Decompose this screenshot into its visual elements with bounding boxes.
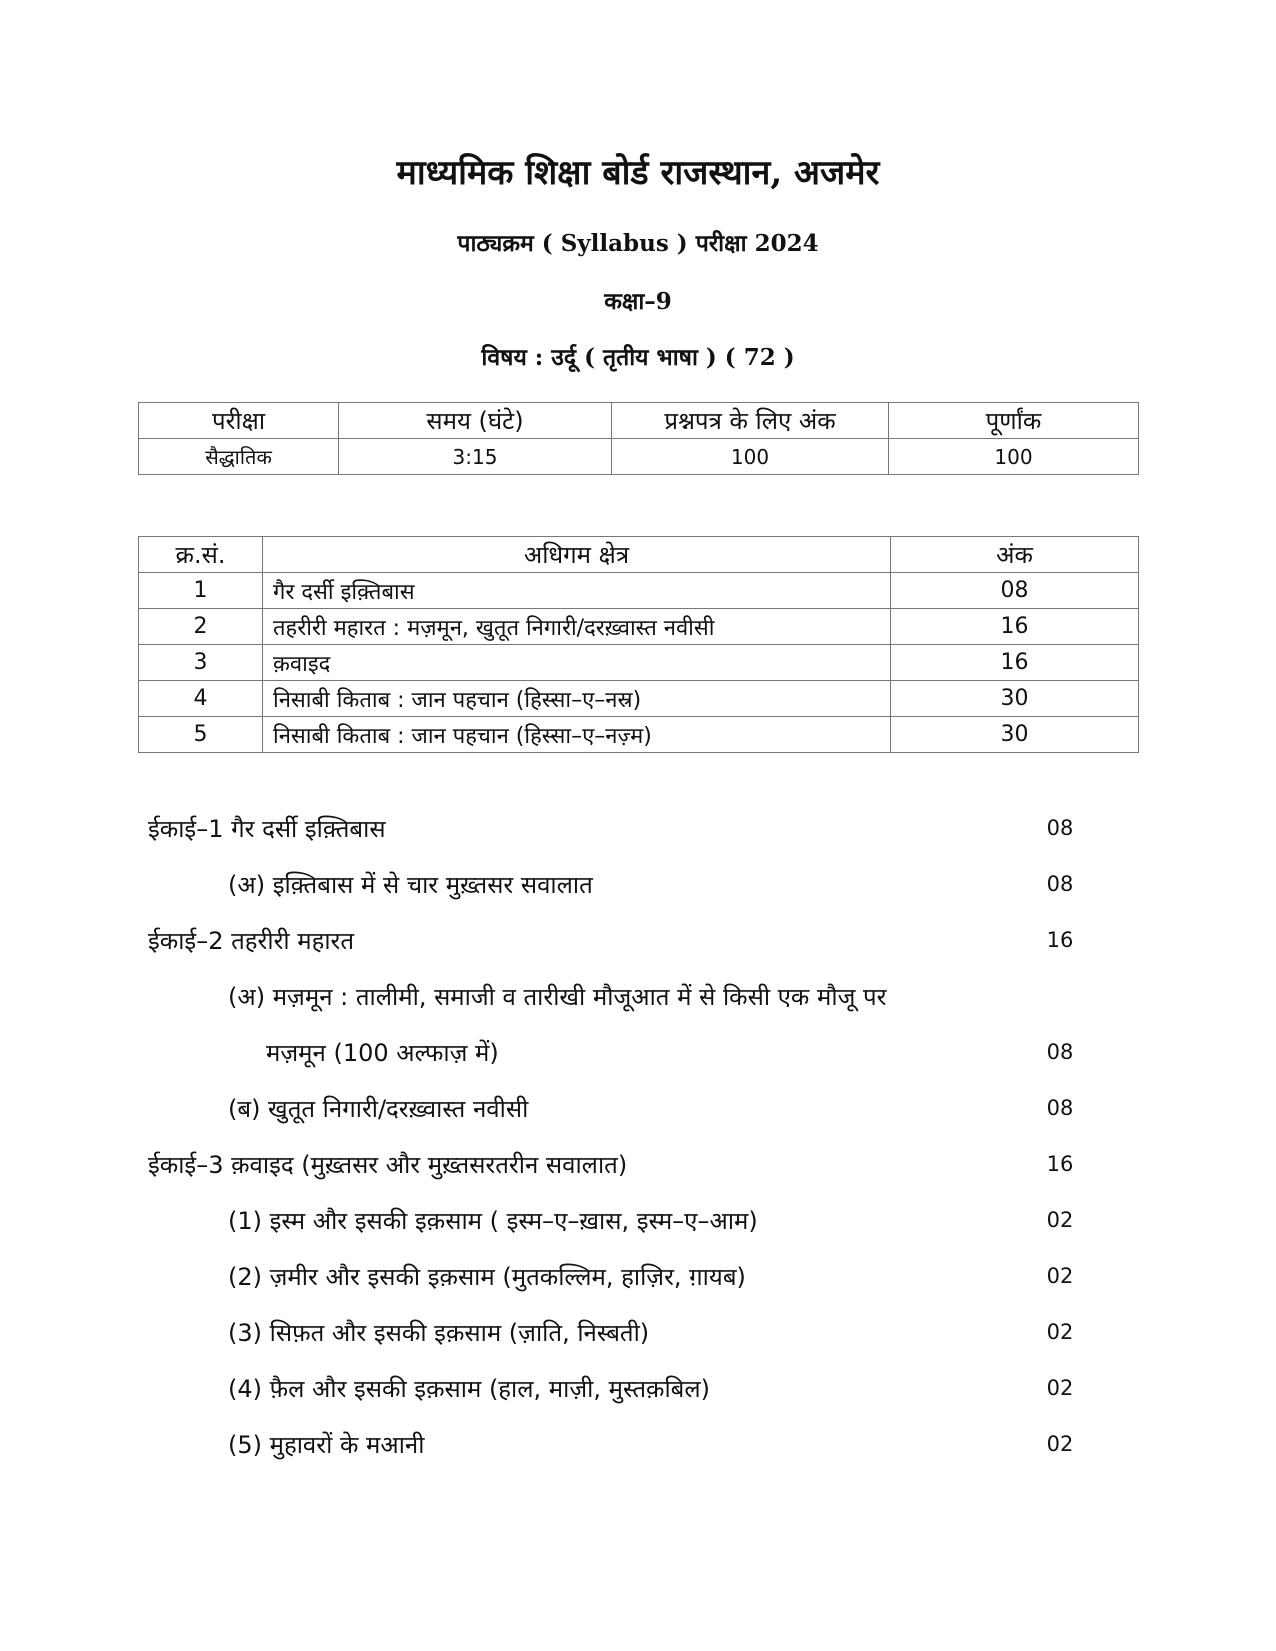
cell-area: क़वाइद [263,645,891,681]
header-area: अधिगम क्षेत्र [263,537,891,573]
unit-3-item-2: (2) ज़मीर और इसकी इक़साम (मुतकल्लिम, हाज़िर, ग़ायब) [228,1263,746,1291]
unit-3-item-5-marks: 02 [1046,1432,1074,1456]
table-row [139,717,1139,753]
unit-2-marks: 16 [1046,928,1074,952]
cell-marks: 30 [891,681,1139,717]
cell-time: 3:15 [339,439,612,475]
unit-1-item-a: (अ) इक़्तिबास में से चार मुख़्तसर सवालात [228,871,593,899]
cell-paper-marks: 100 [612,439,889,475]
unit-3-item-1-marks: 02 [1046,1208,1074,1232]
learning-area-table [138,536,1139,753]
unit-3-item-3: (3) सिफ़त और इसकी इक़साम (ज़ाति, निस्बती) [228,1319,650,1347]
unit-2-item-a-marks: 08 [1046,1040,1074,1064]
cell-total-marks: 100 [889,439,1139,475]
table-header-row [139,403,1139,439]
header-marks: अंक [891,537,1139,573]
unit-3-item-4-marks: 02 [1046,1376,1074,1400]
table-row [139,573,1139,609]
unit-2-item-a-continued: मज़मून (100 अल्फाज़ में) [266,1039,499,1067]
unit-3-title: ईकाई–3 क़वाइद (मुख़्तसर और मुख़्तसरतरीन सवालात) [148,1151,628,1179]
class-title: कक्षा–9 [604,288,672,315]
cell-marks: 30 [891,717,1139,753]
unit-3-marks: 16 [1046,1152,1074,1176]
unit-3-item-2-marks: 02 [1046,1264,1074,1288]
unit-3-item-4: (4) फ़ैल और इसकी इक़साम (हाल, माज़ी, मुस्तक़बिल) [228,1375,711,1403]
cell-serial: 1 [139,573,263,609]
cell-serial: 4 [139,681,263,717]
table-row [139,609,1139,645]
page-title: माध्यमिक शिक्षा बोर्ड राजस्थान, अजमेर [396,153,880,193]
unit-1-item-a-marks: 08 [1046,872,1074,896]
table-row [139,645,1139,681]
cell-marks: 08 [891,573,1139,609]
header-time: समय (घंटे) [339,403,612,439]
cell-marks: 16 [891,645,1139,681]
cell-area: निसाबी किताब : जान पहचान (हिस्सा–ए–नज़्म) [263,717,891,753]
cell-serial: 2 [139,609,263,645]
exam-table [138,402,1139,475]
cell-marks: 16 [891,609,1139,645]
cell-area: तहरीरी महारत : मज़मून, खुतूत निगारी/दरख़्वास्त नवीसी [263,609,891,645]
unit-3-item-5: (5) मुहावरों के मआनी [228,1431,425,1459]
unit-3-item-3-marks: 02 [1046,1320,1074,1344]
cell-serial: 5 [139,717,263,753]
cell-serial: 3 [139,645,263,681]
syllabus-title: पाठ्यक्रम ( Syllabus ) परीक्षा 2024 [457,230,819,257]
header-total-marks: पूर्णांक [889,403,1139,439]
cell-area: गैर दर्सी इक़्तिबास [263,573,891,609]
unit-3-item-1: (1) इस्म और इसकी इक़साम ( इस्म–ए–ख़ास, इस्म–ए–आम) [228,1207,758,1235]
header-serial: क्र.सं. [139,537,263,573]
cell-area: निसाबी किताब : जान पहचान (हिस्सा–ए–नस्र) [263,681,891,717]
header-paper-marks: प्रश्नपत्र के लिए अंक [612,403,889,439]
unit-2-title: ईकाई–2 तहरीरी महारत [148,927,355,955]
unit-1-marks: 08 [1046,816,1074,840]
cell-exam: सैद्धातिक [139,439,339,475]
unit-2-item-b: (ब) खुतूत निगारी/दरख़्वास्त नवीसी [228,1095,529,1123]
subject-title: विषय : उर्दू ( तृतीय भाषा ) ( 72 ) [481,344,795,371]
unit-1-title: ईकाई–1 गैर दर्सी इक़्तिबास [148,815,386,843]
table-row [139,439,1139,475]
unit-2-item-a: (अ) मज़मून : तालीमी, समाजी व तारीखी मौजूआत में से किसी एक मौजू पर [228,983,887,1011]
table-header-row [139,537,1139,573]
table-row [139,681,1139,717]
unit-2-item-b-marks: 08 [1046,1096,1074,1120]
header-exam: परीक्षा [139,403,339,439]
